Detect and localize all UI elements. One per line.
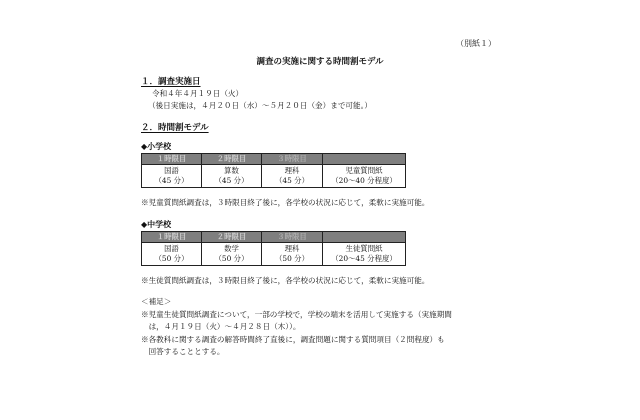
timetable-cell (202, 243, 262, 266)
elementary-note: ※児童質問紙調査は，３時限目終了後に，各学校の状況に応じて，柔軟に実施可能。 (141, 198, 430, 207)
section2-heading: ２．時間割モデル (141, 123, 209, 133)
junior-label: ◆中学校 (141, 219, 172, 229)
junior-subject-row (142, 243, 406, 266)
subject-duration: （50 分） (214, 254, 249, 263)
period-2-header: ２時限目 (202, 154, 262, 165)
subject-name: 国語 (164, 166, 179, 175)
section1-heading: １．調査実施日 (141, 77, 201, 87)
period-3-header: ３時限目 (262, 232, 323, 243)
timetable-cell (323, 165, 406, 188)
subject-duration: （20～45 分程度） (331, 254, 397, 263)
junior-timetable (141, 231, 406, 266)
subject-name: 生徒質問紙 (345, 244, 383, 253)
period-3-header: ３時限目 (262, 154, 323, 165)
timetable-cell (142, 165, 202, 188)
supplement-heading: ＜補足＞ (141, 297, 172, 306)
junior-note: ※生徒質問紙調査は，３時限目終了後に，各学校の状況に応じて，柔軟に実施可能。 (141, 276, 430, 285)
elementary-header-row (142, 154, 406, 165)
timetable-cell (323, 243, 406, 266)
questionnaire-header (323, 232, 406, 243)
subject-name: 算数 (224, 166, 239, 175)
supplement-line: は，４月１９日（火）～４月２８日（木））。 (141, 322, 301, 331)
subject-duration: （20～40 分程度） (331, 176, 397, 185)
subject-name: 理科 (284, 166, 300, 175)
subject-duration: （45 分） (214, 176, 249, 185)
elementary-label: ◆小学校 (141, 141, 172, 151)
junior-header-row (142, 232, 406, 243)
period-1-header: １時限目 (142, 232, 202, 243)
supplement-line: ※児童生徒質問紙調査について，一部の学校で，学校の端末を活用して実施する（実施期間 (141, 310, 452, 319)
later-implementation-note: （後日実施は，４月２０日（水）～５月２０日（金）まで可能。） (148, 101, 373, 110)
subject-duration: （50 分） (154, 254, 189, 263)
elementary-timetable (141, 153, 406, 188)
period-1-header: １時限目 (142, 154, 202, 165)
timetable-cell (202, 165, 262, 188)
subject-name: 児童質問紙 (345, 166, 383, 175)
subject-name: 国語 (164, 244, 179, 253)
subject-name: 理科 (284, 244, 300, 253)
questionnaire-header (323, 154, 406, 165)
supplement-line: ※各教科に関する調査の解答時間終了直後に，調査問題に関する質問項目（２問程度）も (141, 335, 445, 344)
survey-date: 令和４年４月１９日（火） (152, 89, 244, 98)
timetable-cell (142, 243, 202, 266)
supplement-line: 回答することとする。 (141, 347, 225, 356)
elementary-subject-row (142, 165, 406, 188)
document-title: 調査の実施に関する時間割モデル (256, 57, 384, 67)
timetable-cell (262, 243, 323, 266)
subject-name: 数学 (224, 244, 239, 253)
timetable-cell (262, 165, 323, 188)
subject-duration: （45 分） (154, 176, 189, 185)
annex-label: （別紙１） (456, 39, 496, 48)
subject-duration: （45 分） (275, 176, 309, 185)
subject-duration: （50 分） (275, 254, 309, 263)
period-2-header: ２時限目 (202, 232, 262, 243)
